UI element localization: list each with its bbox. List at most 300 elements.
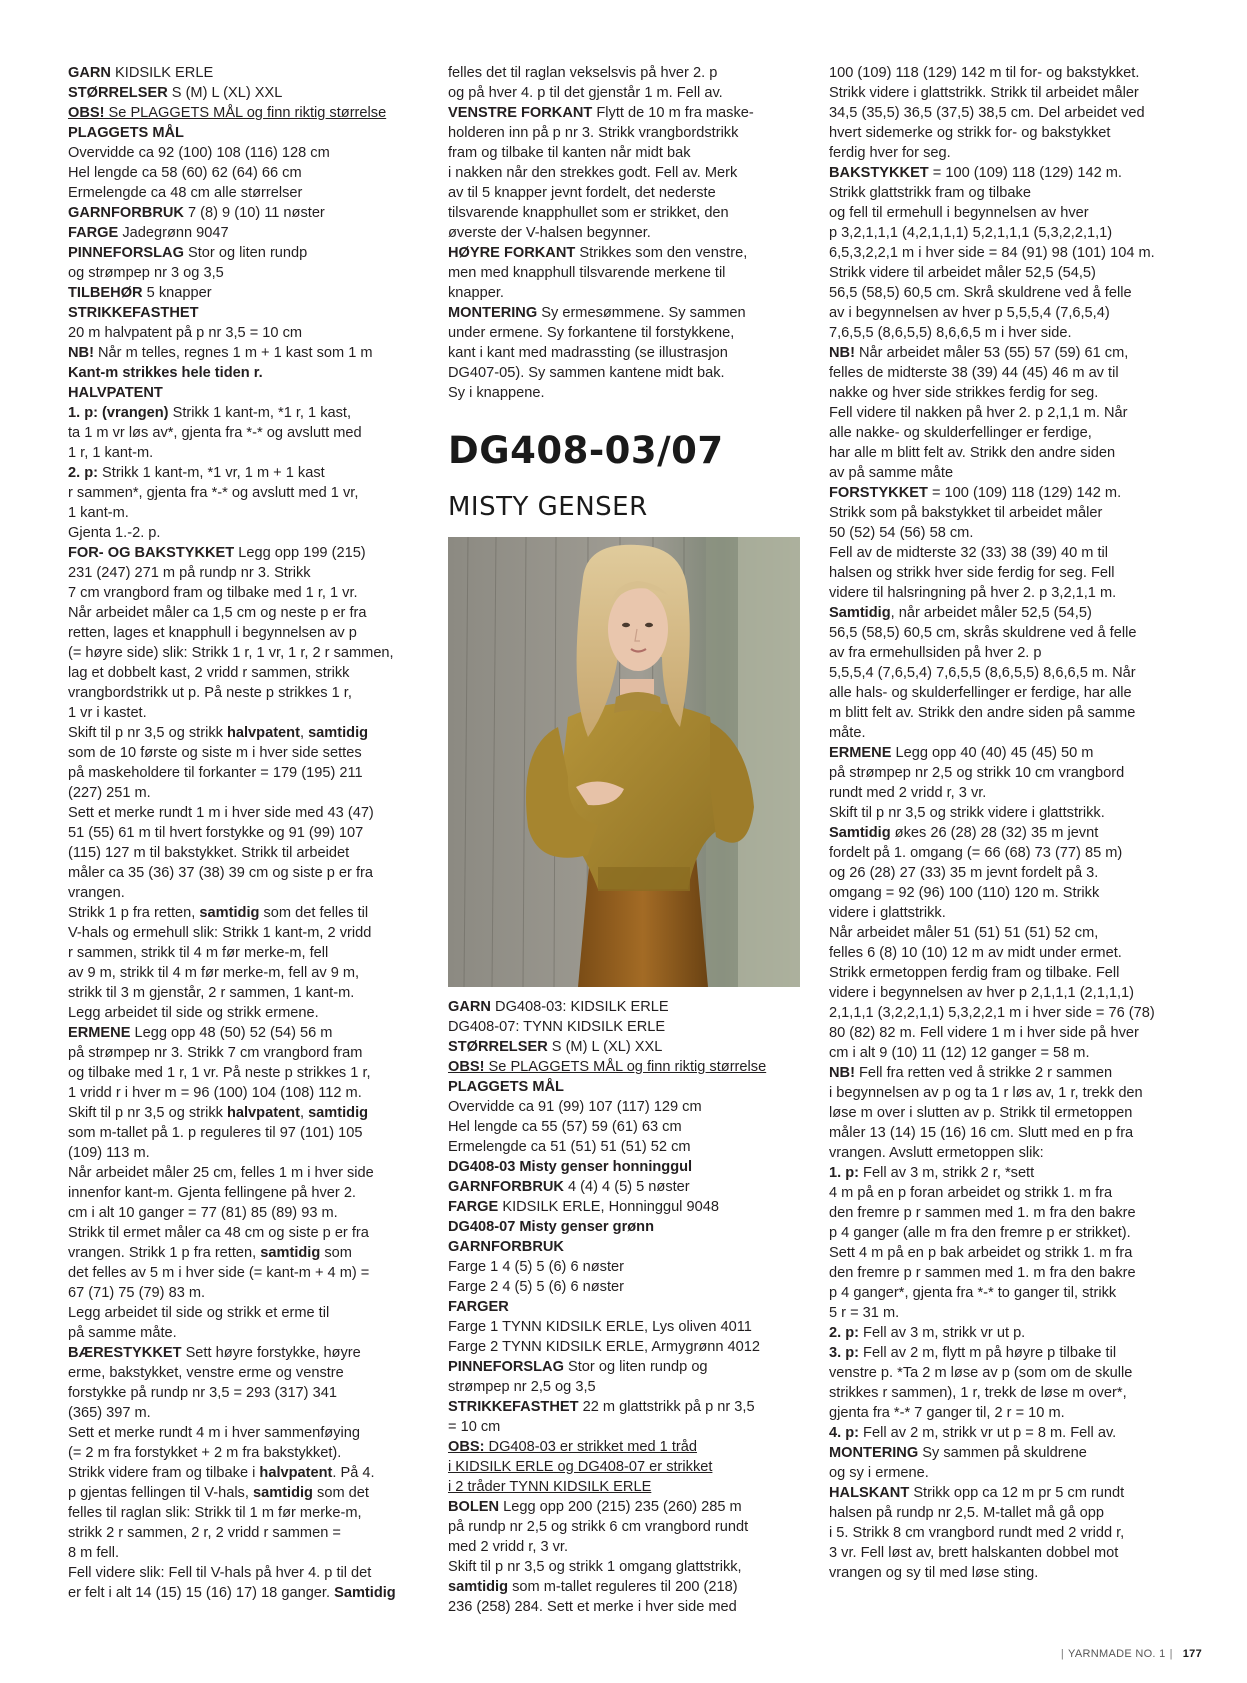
text-line (68, 843, 424, 863)
text-line (829, 883, 1185, 903)
text-line (68, 163, 424, 183)
text-line (829, 1103, 1185, 1123)
text-segment: av på samme måte (829, 465, 954, 481)
text-segment: felles til raglan slik: Strikk til 1 m før merke-m, (68, 1505, 362, 1521)
text-segment: løse m over i slutten av p. Strikk til ermetoppen (829, 1105, 1133, 1121)
text-line (829, 1063, 1185, 1083)
text-segment: måler ca 35 (36) 37 (38) 39 cm og siste p er fra (68, 865, 373, 881)
text-segment: 20 m halvpatent på p nr 3,5 = 10 cm (68, 325, 303, 341)
text-line (829, 763, 1185, 783)
text-line (448, 263, 804, 283)
text-segment: og sy i ermene. (829, 1465, 929, 1481)
bold-text-segment: NB! (829, 345, 855, 361)
text-line (448, 1437, 804, 1457)
text-line (448, 103, 804, 123)
text-line (829, 663, 1185, 683)
text-segment: cm i alt 9 (10) 11 (12) 12 ganger = 58 m. (829, 1045, 1090, 1061)
text-segment: Strikk ermetoppen ferdig fram og tilbake. Fell (829, 965, 1120, 981)
text-line (829, 643, 1185, 663)
footer-separator: | (1060, 1648, 1065, 1660)
text-segment: på maskeholdere til forkanter = 179 (195) 211 (68, 765, 363, 781)
text-line (68, 263, 424, 283)
text-line (68, 523, 424, 543)
text-segment: strikk 2 r sammen, 2 r, 2 vridd r sammen = (68, 1525, 341, 1541)
text-segment: Når m telles, regnes 1 m + 1 kast som 1 m (93, 345, 373, 361)
text-line (448, 1517, 804, 1537)
text-line (829, 403, 1185, 423)
text-segment: knapper. (448, 285, 504, 301)
text-line (68, 303, 424, 323)
bold-text-segment: ERMENE (829, 745, 892, 761)
text-segment: Hel lengde ca 55 (57) 59 (61) 63 cm (448, 1119, 682, 1135)
text-line (448, 323, 804, 343)
text-segment: p gjentas fellingen til V-hals, (68, 1485, 253, 1501)
text-line (829, 1543, 1185, 1563)
text-segment: 7 cm vrangbord fram og tilbake med 1 r, 1 vr. (68, 585, 358, 601)
text-line (829, 1283, 1185, 1303)
text-line (68, 923, 424, 943)
text-segment: halsen på rundp nr 2,5. M-tallet må gå opp (829, 1505, 1105, 1521)
text-line (829, 243, 1185, 263)
bold-text-segment: PLAGGETS MÅL (68, 125, 184, 141)
text-line (68, 1143, 424, 1163)
bold-text-segment: BAKSTYKKET (829, 165, 929, 181)
text-line (829, 1483, 1185, 1503)
text-segment: 1 vr i kastet. (68, 705, 147, 721)
text-line (448, 1197, 804, 1217)
text-segment: , (299, 1105, 309, 1121)
text-segment: Skift til p nr 3,5 og strikk videre i glattstrikk. (829, 805, 1105, 821)
text-segment: på strømpep nr 2,5 og strikk 10 cm vrangbord (829, 765, 1125, 781)
text-line (829, 1023, 1185, 1043)
text-segment: forstykke på rundp nr 3,5 = 293 (317) 341 (68, 1385, 337, 1401)
text-segment: vrangen. (68, 885, 125, 901)
bold-text-segment: FORSTYKKET (829, 485, 928, 501)
text-line (829, 423, 1185, 443)
text-segment: felles 6 (8) 10 (10) 12 m av midt under ermet. (829, 945, 1122, 961)
text-line (68, 183, 424, 203)
text-line (68, 1283, 424, 1303)
text-segment: holderen inn på p nr 3. Strikk vrangbordstrikk (448, 125, 739, 141)
text-segment: 7 (8) 9 (10) 11 nøster (183, 205, 325, 221)
text-segment: . På 4. (332, 1465, 375, 1481)
text-line (829, 503, 1185, 523)
text-line (829, 343, 1185, 363)
text-segment: Strikk 1 p fra retten, (68, 905, 200, 921)
text-line (68, 1223, 424, 1243)
text-segment: omgang = 92 (96) 100 (110) 120 m. Strikk (829, 885, 1100, 901)
text-line (68, 103, 424, 123)
bold-text-segment: OBS! (448, 1059, 485, 1075)
text-line (829, 263, 1185, 283)
text-line (829, 803, 1185, 823)
text-segment: Ermelengde ca 48 cm alle størrelser (68, 185, 303, 201)
text-line (829, 943, 1185, 963)
text-line (448, 1477, 804, 1497)
text-segment: (227) 251 m. (68, 785, 151, 801)
text-line (68, 1243, 424, 1263)
text-segment: 236 (258) 284. Sett et merke i hver side med (448, 1599, 737, 1615)
text-line (829, 863, 1185, 883)
text-segment: Sett 4 m på en p bak arbeidet og strikk 1. m fra (829, 1245, 1133, 1261)
text-line (68, 683, 424, 703)
text-segment: 5 r = 31 m. (829, 1305, 900, 1321)
bold-text-segment: GARNFORBRUK (68, 205, 184, 221)
text-line (829, 1243, 1185, 1263)
text-segment: p 4 ganger (alle m fra den fremre p er strikket). (829, 1225, 1131, 1241)
bold-text-segment: ERMENE (68, 1025, 131, 1041)
text-segment: som m-tallet reguleres til 200 (218) (508, 1579, 738, 1595)
text-segment: S (M) L (XL) XXL (547, 1039, 663, 1055)
text-line (829, 1363, 1185, 1383)
text-line (829, 903, 1185, 923)
text-segment: den fremre p r sammen med 1. m fra den bakre (829, 1205, 1136, 1221)
bold-text-segment: PLAGGETS MÅL (448, 1079, 564, 1095)
text-line (68, 1063, 424, 1083)
text-line (829, 603, 1185, 623)
text-segment: gjenta fra *-* 7 ganger til, 2 r = 10 m. (829, 1405, 1065, 1421)
text-line (448, 1457, 804, 1477)
text-line (829, 683, 1185, 703)
footer-magazine-name: YARNMADE NO. 1 (1068, 1648, 1166, 1660)
text-line (448, 1017, 804, 1037)
text-segment: r sammen, strikk til 4 m før merke-m, fell (68, 945, 329, 961)
text-line (448, 243, 804, 263)
text-segment: DG408-07: TYNN KIDSILK ERLE (448, 1019, 666, 1035)
text-segment: Flytt de 10 m fra maske- (592, 105, 754, 121)
text-line (68, 963, 424, 983)
text-segment: 6,5,3,2,2,1 m i hver side = 84 (91) 98 (101) 104 m. (829, 245, 1155, 261)
pattern-name-heading: MISTY GENSER (448, 492, 648, 522)
text-segment: Farge 2 TYNN KIDSILK ERLE, Armygrønn 4012 (448, 1339, 761, 1355)
photo-illustration (448, 537, 800, 987)
text-line (68, 1563, 424, 1583)
text-segment: Legg opp 48 (50) 52 (54) 56 m (130, 1025, 333, 1041)
text-segment: Sy ermesømmene. Sy sammen (537, 305, 746, 321)
text-line (68, 483, 424, 503)
text-line (68, 1543, 424, 1563)
text-line (829, 963, 1185, 983)
text-segment: 8 m fell. (68, 1545, 120, 1561)
column-middle-bottom-text (448, 997, 804, 1617)
bold-text-segment: STRIKKEFASTHET (68, 305, 199, 321)
text-segment: i 2 tråder TYNN KIDSILK ERLE (448, 1479, 652, 1495)
bold-text-segment: FARGE (68, 225, 119, 241)
text-segment: Strikk videre til arbeidet måler 52,5 (54,5) (829, 265, 1096, 281)
column-left (68, 63, 424, 1603)
text-segment: Sy i knappene. (448, 385, 545, 401)
text-segment: strømpep nr 2,5 og 3,5 (448, 1379, 596, 1395)
text-segment: videre i begynnelsen av hver p 2,1,1,1 (2,1,1,1) (829, 985, 1135, 1001)
text-segment: Fell videre til nakken på hver 2. p 2,1,1 m. Når (829, 405, 1128, 421)
text-segment: i KIDSILK ERLE og DG408-07 er strikket (448, 1459, 713, 1475)
bold-text-segment: 4. p: (829, 1425, 859, 1441)
text-line (448, 83, 804, 103)
bold-text-segment: 1. p: (829, 1165, 859, 1181)
text-segment: 4 m på en p foran arbeidet og strikk 1. m fra (829, 1185, 1113, 1201)
text-line (829, 1463, 1185, 1483)
text-line (68, 1403, 424, 1423)
text-line (829, 283, 1185, 303)
text-segment: alle hals- og skulderfellinger er ferdige, har alle (829, 685, 1132, 701)
text-line (829, 1443, 1185, 1463)
text-line (448, 1597, 804, 1617)
text-line (68, 123, 424, 143)
text-segment: nakke og hver side strikkes ferdig for seg. (829, 385, 1099, 401)
text-line (68, 703, 424, 723)
bold-text-segment: HALSKANT (829, 1485, 910, 1501)
bold-text-segment: BÆRESTYKKET (68, 1345, 182, 1361)
text-segment: og fell til ermehull i begynnelsen av hver (829, 205, 1089, 221)
text-segment: Skift til p nr 3,5 og strikk 1 omgang glattstrikk, (448, 1559, 742, 1575)
text-segment: som (320, 1245, 352, 1261)
text-segment: Overvidde ca 92 (100) 108 (116) 128 cm (68, 145, 330, 161)
bold-text-segment: FARGE (448, 1199, 499, 1215)
text-line (448, 1577, 804, 1597)
text-line (829, 443, 1185, 463)
text-line (448, 363, 804, 383)
text-line (68, 63, 424, 83)
text-segment: fordelt på 1. omgang (= 66 (68) 73 (77) 85 m) (829, 845, 1123, 861)
text-line (829, 1523, 1185, 1543)
text-line (68, 803, 424, 823)
text-segment: tilsvarende knapphullet som er strikket, den (448, 205, 729, 221)
text-segment: som de 10 første og siste m i hver side settes (68, 745, 362, 761)
bold-text-segment: OBS: (448, 1439, 485, 1455)
bold-text-segment: samtidig (260, 1245, 321, 1261)
text-segment: 3 vr. Fell løst av, brett halskanten dobbel mot (829, 1545, 1119, 1561)
text-line (829, 303, 1185, 323)
bold-text-segment: PINNEFORSLAG (448, 1359, 564, 1375)
pattern-code-heading: DG408-03/07 (448, 429, 724, 472)
text-line (829, 123, 1185, 143)
text-segment: som det (312, 1485, 369, 1501)
bold-text-segment: samtidig (448, 1579, 509, 1595)
text-segment: Når arbeidet måler ca 1,5 cm og neste p er fra (68, 605, 367, 621)
text-segment: Ermelengde ca 51 (51) 51 (51) 52 cm (448, 1139, 691, 1155)
text-line (829, 1223, 1185, 1243)
text-segment: 50 (52) 54 (56) 58 cm. (829, 525, 974, 541)
text-segment: under ermene. Sy forkantene til forstykkene, (448, 325, 735, 341)
text-segment: 1 kant-m. (68, 505, 129, 521)
text-segment: Fell av 3 m, strikk vr ut p. (859, 1325, 1026, 1341)
text-line (68, 1203, 424, 1223)
text-segment: ferdig hver for seg. (829, 145, 951, 161)
text-line (829, 143, 1185, 163)
text-line (829, 923, 1185, 943)
text-line (68, 143, 424, 163)
text-segment: men med knapphull tilsvarende merkene til (448, 265, 726, 281)
text-line (68, 203, 424, 223)
text-segment: med 2 vridd r, 3 vr. (448, 1539, 569, 1555)
text-segment: Strikk som på bakstykket til arbeidet måler (829, 505, 1103, 521)
text-segment: i 5. Strikk 8 cm vrangbord rundt med 2 vridd r, (829, 1525, 1125, 1541)
text-line (448, 1037, 804, 1057)
text-line (68, 1483, 424, 1503)
text-line (68, 1343, 424, 1363)
text-segment: den fremre p r sammen med 1. m fra den bakre (829, 1265, 1136, 1281)
text-segment: 56,5 (58,5) 60,5 cm. Skrå skuldrene ved å felle (829, 285, 1132, 301)
text-line (448, 1057, 804, 1077)
text-line (448, 1077, 804, 1097)
text-segment: Fell av 3 m, strikk 2 r, *sett (859, 1165, 1035, 1181)
text-line (829, 983, 1185, 1003)
text-line (448, 1257, 804, 1277)
text-line (68, 1083, 424, 1103)
text-line (448, 1177, 804, 1197)
text-segment: Jadegrønn 9047 (118, 225, 229, 241)
text-line (829, 483, 1185, 503)
text-line (68, 403, 424, 423)
text-segment: Legg opp 40 (40) 45 (45) 50 m (891, 745, 1094, 761)
text-segment: Fell av 2 m, strikk vr ut p = 8 m. Fell av. (859, 1425, 1117, 1441)
text-segment: Strikk 1 kant-m, *1 vr, 1 m + 1 kast (98, 465, 325, 481)
text-line (448, 63, 804, 83)
text-line (829, 183, 1185, 203)
text-line (829, 823, 1185, 843)
text-segment: Hel lengde ca 58 (60) 62 (64) 66 cm (68, 165, 302, 181)
text-segment: har alle m blitt felt av. Strikk den andre siden (829, 445, 1116, 461)
footer-separator: | (1169, 1648, 1173, 1660)
bold-text-segment: NB! (68, 345, 94, 361)
text-segment: Se PLAGGETS MÅL og finn riktig størrelse (104, 105, 387, 121)
text-segment: (= høyre side) slik: Strikk 1 r, 1 vr, 1 r, 2 r sammen, (68, 645, 394, 661)
text-line (68, 543, 424, 563)
text-line (68, 863, 424, 883)
bold-text-segment: STRIKKEFASTHET (448, 1399, 579, 1415)
text-segment: KIDSILK ERLE (110, 65, 214, 81)
text-segment: strikkes r sammen), 1 r, trekk de løse m over*, (829, 1385, 1127, 1401)
text-line (829, 1163, 1185, 1183)
bold-text-segment: OBS! (68, 105, 105, 121)
text-line (68, 1103, 424, 1123)
page-footer (1057, 1648, 1202, 1660)
text-segment: fram og tilbake til kanten når midt bak (448, 145, 691, 161)
text-line (68, 423, 424, 443)
text-segment: øverste der V-halsen begynner. (448, 225, 651, 241)
text-segment: Gjenta 1.-2. p. (68, 525, 161, 541)
text-line (68, 283, 424, 303)
text-segment: Legg opp 200 (215) 235 (260) 285 m (499, 1499, 742, 1515)
text-line (68, 1023, 424, 1043)
text-segment: Sett et merke rundt 1 m i hver side med 43 (47) (68, 805, 374, 821)
text-segment: Se PLAGGETS MÅL og finn riktig størrelse (484, 1059, 767, 1075)
text-segment: i nakken når den strekkes godt. Fell av. Merk (448, 165, 738, 181)
text-line (68, 1263, 424, 1283)
text-segment: Skift til p nr 3,5 og strikk (68, 725, 227, 741)
text-line (448, 123, 804, 143)
text-segment: Farge 1 4 (5) 5 (6) 6 nøster (448, 1259, 625, 1275)
text-line (448, 203, 804, 223)
text-line (829, 1043, 1185, 1063)
text-line (829, 563, 1185, 583)
text-segment: (365) 397 m. (68, 1405, 151, 1421)
text-segment: V-hals og ermehull slik: Strikk 1 kant-m, 2 vridd (68, 925, 372, 941)
text-segment: Strikk opp ca 12 m pr 5 cm rundt (909, 1485, 1125, 1501)
text-segment: som m-tallet på 1. p reguleres til 97 (101) 105 (68, 1125, 363, 1141)
text-segment: vrangen. Strikk 1 p fra retten, (68, 1245, 261, 1261)
text-line (68, 1503, 424, 1523)
text-line (448, 997, 804, 1017)
text-segment: er felt i alt 14 (15) 15 (16) 17) 18 ganger. (68, 1585, 335, 1601)
text-line (68, 1523, 424, 1543)
text-segment: Sett høyre forstykke, høyre (181, 1345, 361, 1361)
text-line (448, 1397, 804, 1417)
text-segment: på samme måte. (68, 1325, 177, 1341)
text-segment: Når arbeidet måler 51 (51) 51 (51) 52 cm, (829, 925, 1099, 941)
text-segment: Når arbeidet måler 53 (55) 57 (59) 61 cm, (854, 345, 1129, 361)
text-line (448, 143, 804, 163)
text-segment: 67 (71) 75 (79) 83 m. (68, 1285, 206, 1301)
text-segment: 1 vridd r i hver m = 96 (100) 104 (108) 112 m. (68, 1085, 362, 1101)
text-line (829, 1083, 1185, 1103)
text-line (68, 443, 424, 463)
bold-text-segment: GARN (68, 65, 111, 81)
text-line (448, 1277, 804, 1297)
text-line (68, 1163, 424, 1183)
text-line (829, 83, 1185, 103)
text-segment: Overvidde ca 91 (99) 107 (117) 129 cm (448, 1099, 702, 1115)
text-line (68, 663, 424, 683)
text-segment: = 10 cm (448, 1419, 501, 1435)
text-segment: Skift til p nr 3,5 og strikk (68, 1105, 227, 1121)
text-line (68, 1303, 424, 1323)
text-segment: av til 5 knapper jevnt fordelt, det nederste (448, 185, 716, 201)
text-segment: KIDSILK ERLE, Honninggul 9048 (498, 1199, 719, 1215)
bold-text-segment: STØRRELSER (68, 85, 168, 101)
bold-text-segment: GARNFORBRUK (448, 1179, 564, 1195)
text-line (68, 723, 424, 743)
text-segment: Sett et merke rundt 4 m i hver sammenføying (68, 1425, 360, 1441)
bold-text-segment: samtidig (199, 905, 260, 921)
text-segment: Strikk til ermet måler ca 48 cm og siste p er fra (68, 1225, 369, 1241)
text-segment: 51 (55) 61 m til hvert forstykke og 91 (99) 107 (68, 825, 364, 841)
text-segment: vrangbordstrikk ut p. På neste p strikkes 1 r, (68, 685, 352, 701)
text-segment: Fell av de midterste 32 (33) 38 (39) 40 m til (829, 545, 1109, 561)
text-line (68, 83, 424, 103)
bold-text-segment: GARN (448, 999, 491, 1015)
text-segment: Legg opp 199 (215) (234, 545, 366, 561)
bold-text-segment: HØYRE FORKANT (448, 245, 576, 261)
text-line (68, 823, 424, 843)
bold-text-segment: halvpatent (226, 725, 300, 741)
text-line (829, 1383, 1185, 1403)
text-line (68, 1423, 424, 1443)
bold-text-segment: 2. p: (829, 1325, 859, 1341)
text-line (829, 543, 1185, 563)
text-segment: Sy sammen på skuldrene (918, 1445, 1087, 1461)
bold-text-segment: samtidig (308, 1105, 369, 1121)
text-segment: Fell av 2 m, flytt m på høyre p tilbake til (859, 1345, 1117, 1361)
text-segment: rundt med 2 vridd r, 3 vr. (829, 785, 987, 801)
bold-text-segment: GARNFORBRUK (448, 1239, 564, 1255)
text-segment: måler 13 (14) 15 (16) 16 cm. Slutt med en p fra (829, 1125, 1134, 1141)
text-segment: DG408-03 er strikket med 1 tråd (484, 1439, 697, 1455)
text-line (829, 323, 1185, 343)
text-line (829, 523, 1185, 543)
text-line (68, 943, 424, 963)
bold-text-segment: VENSTRE FORKANT (448, 105, 593, 121)
text-segment: DG407-05). Sy sammen kantene midt bak. (448, 365, 725, 381)
text-segment: strikk til 3 m gjenstår, 2 r sammen, 1 kant-m. (68, 985, 355, 1001)
text-line (448, 223, 804, 243)
bold-text-segment: halvpatent (226, 1105, 300, 1121)
column-middle (448, 63, 804, 1617)
text-segment: 34,5 (35,5) 36,5 (37,5) 38,5 cm. Del arbeidet ved (829, 105, 1145, 121)
text-segment: av i begynnelsen av hver p 5,5,5,4 (7,6,5,4) (829, 305, 1110, 321)
text-segment: = 100 (109) 118 (129) 142 m. (928, 165, 1122, 181)
text-line (68, 1183, 424, 1203)
